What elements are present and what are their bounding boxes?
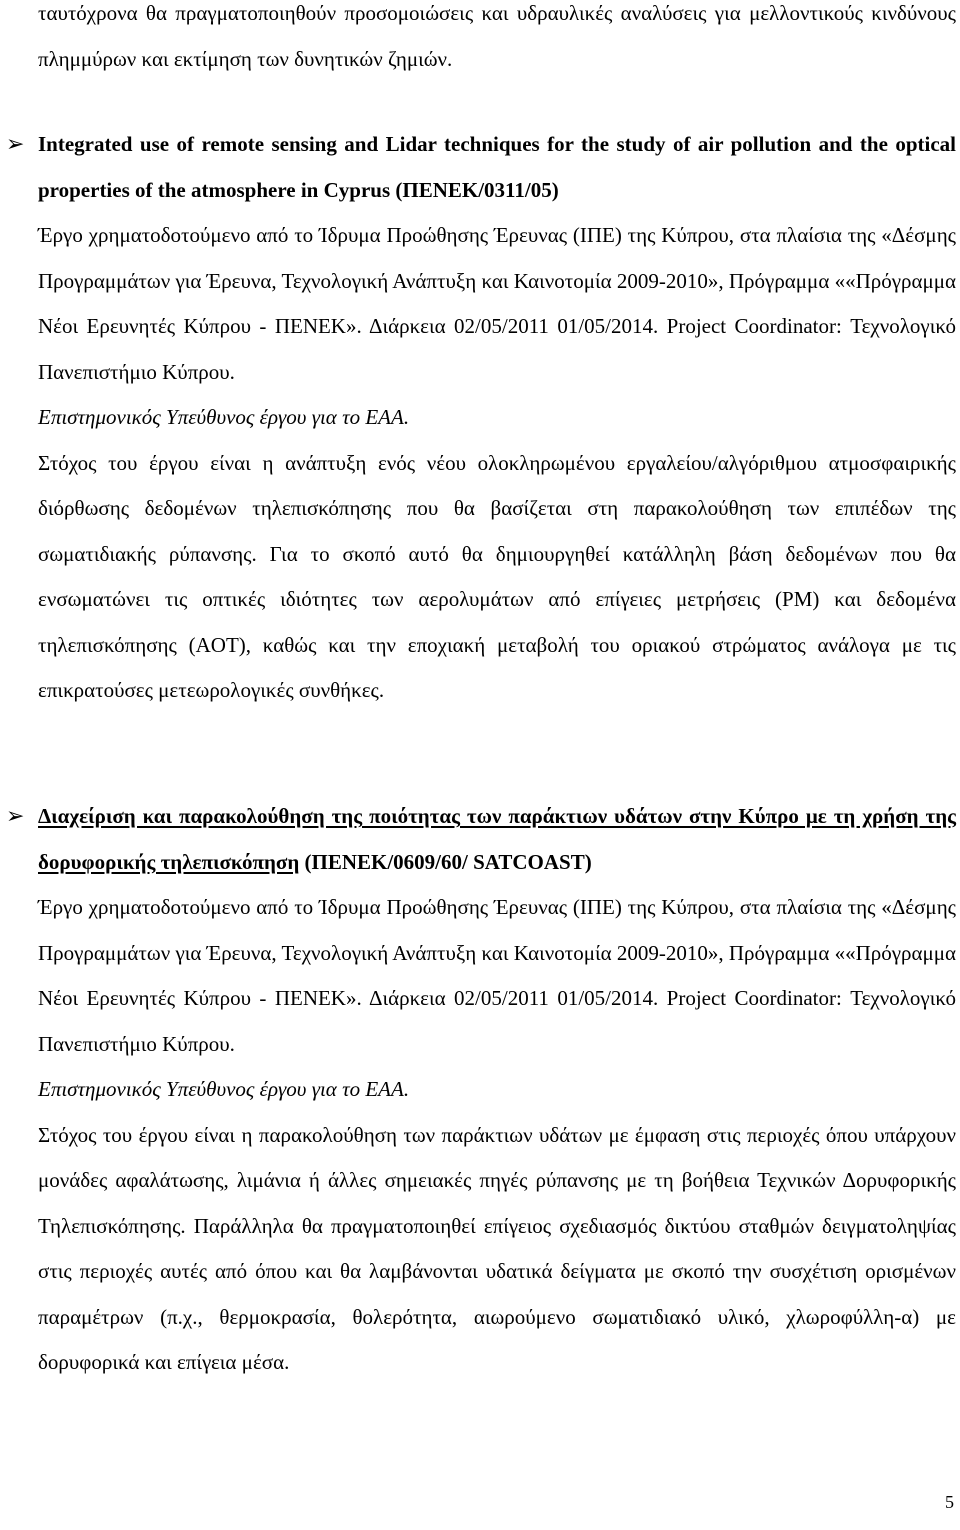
page-number: 5 [945,1492,954,1512]
project-title-code: (ΠΕΝΕΚ/0609/60/ SATCOAST) [299,849,592,874]
project-responsible: Επιστημονικός Υπεύθυνος έργου για το ΕΑΑ. [38,405,410,429]
project-title-underlined: Διαχείριση και παρακολούθηση της ποιότητας των παράκτιων υδάτων στην Κύπρο με τη χρήση της δορυφορικής τηλεπισκόπηση [38,804,956,874]
arrow-bullet-icon: ➢ [6,804,25,829]
project-item [6,794,956,1386]
project-goal: Στόχος του έργου είναι η παρακολούθηση των παράκτιων υδάτων με έμφαση στις περιοχές όπου υπάρχουν μονάδες αφαλάτωσης, λιμάνια ή άλλες σημειακές πηγές ρύπανσης με τη βοήθεια Τεχνικών Δορυφορικής Τηλεπισκόπησης. Παράλληλα θα πραγματοποιηθεί επίγειος σχεδιασμός δικτύου σταθμών δειγματοληψίας στις περιοχές αυτές από όπου και θα λαμβάνονται υδατικά δείγματα με σκοπό την συσχέτιση ορισμένων παραμέτρων (π.χ., θερμοκρασία, θολερότητα, αιωρούμενο σωματιδιακό υλικό, χλωροφύλλη-α) με δορυφορικά και επίγεια μέσα. [38,1122,956,1374]
intro-text: ταυτόχρονα θα πραγματοποιηθούν προσομοιώσεις και υδραυλικές αναλύσεις για μελλοντικούς κινδύνους πλημμύρων και εκτίμηση των δυνητικών ζημιών. [38,1,956,71]
arrow-bullet-icon: ➢ [6,132,25,157]
project-responsible: Επιστημονικός Υπεύθυνος έργου για το ΕΑΑ. [38,1077,410,1101]
project-item [6,122,956,714]
project-funding: Έργο χρηματοδοτούμενο από το Ίδρυμα Προώθησης Έρευνας (ΙΠΕ) της Κύπρου, στα πλαίσια της «Δέσμης Προγραμμάτων για Έρευνα, Τεχνολογική Ανάπτυξη και Καινοτομία 2009-2010», Πρόγραμμα ««Πρόγραμμα Νέοι Ερευνητές Κύπρου - ΠΕΝΕΚ». Διάρκεια 02/05/2011 01/05/2014. Project Coordinator: Τεχνολογικό Πανεπιστήμιο Κύπρου. [38,223,956,384]
intro-paragraph [38,0,956,82]
project-funding: Έργο χρηματοδοτούμενο από το Ίδρυμα Προώθησης Έρευνας (ΙΠΕ) της Κύπρου, στα πλαίσια της «Δέσμης Προγραμμάτων για Έρευνα, Τεχνολογική Ανάπτυξη και Καινοτομία 2009-2010», Πρόγραμμα ««Πρόγραμμα Νέοι Ερευνητές Κύπρου - ΠΕΝΕΚ». Διάρκεια 02/05/2011 01/05/2014. Project Coordinator: Τεχνολογικό Πανεπιστήμιο Κύπρου. [38,895,956,1056]
project-goal: Στόχος του έργου είναι η ανάπτυξη ενός νέου ολοκληρωμένου εργαλείου/αλγόριθμου ατμοσφαιρικής διόρθωσης δεδομένων τηλεπισκόπησης που θα βασίζεται στη παρακολούθηση των επιπέδων της σωματιδιακής ρύπανσης. Για το σκοπό αυτό θα δημιουργηθεί κατάλληλη βάση δεδομένων που θα ενσωματώνει τις οπτικές ιδιότητες των αερολυμάτων από επίγειες μετρήσεις (PM) και δεδομένα τηλεπισκόπησης (AOT), καθώς και την εποχιακή μεταβολή του οριακού στρώματος ανάλογα με τις επικρατούσες μετεωρολογικές συνθήκες. [38,450,956,702]
project-title [38,794,956,885]
project-title: Integrated use of remote sensing and Lidar techniques for the study of air pollution and the optical properties of the atmosphere in Cyprus (ΠΕΝΕΚ/0311/05) [38,132,956,202]
